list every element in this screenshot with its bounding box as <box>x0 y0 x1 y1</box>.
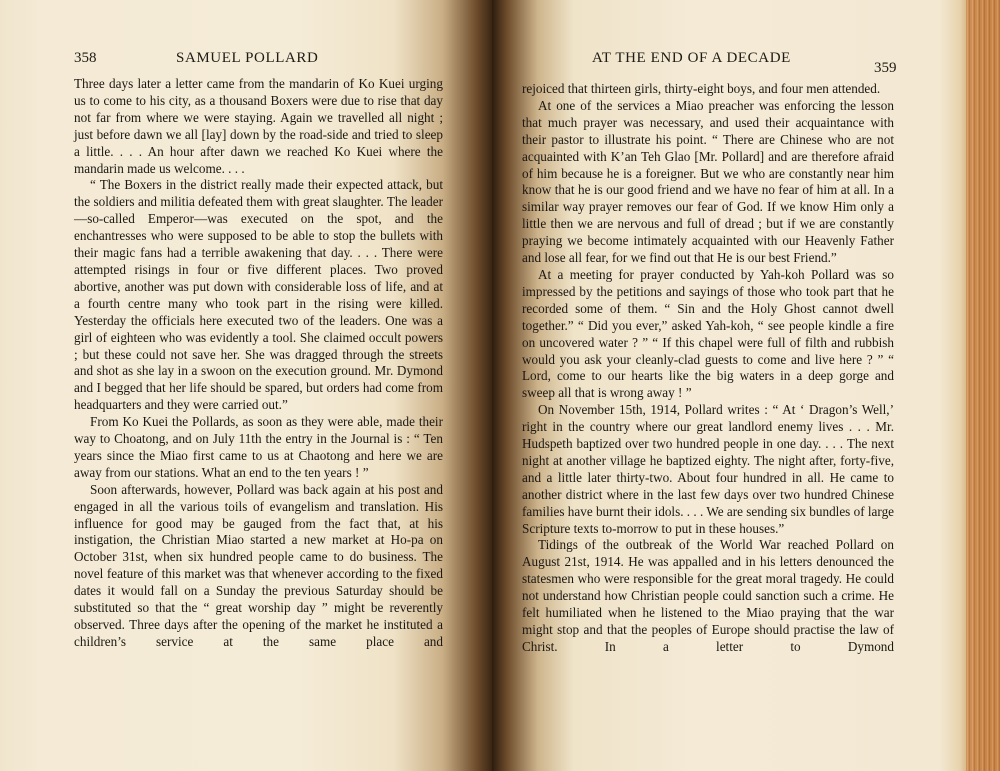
paragraph: rejoiced that thirteen girls, thirty-eight boys, and four men attended. <box>522 81 881 96</box>
paragraph: At a meeting for prayer conducted by Yah-koh Pollard was so impressed by the petitions and sayings of those who took part that he recorded some of them. “ Sin and the Holy Ghost cannot dwell together.” “ Did you ever,” asked Yah-koh, “ see people kindle a fire on uncovered water ? ” “ If this chapel were full of filth and rubbish would you ask your cleanly-clad guests to come and live here ? ” “ Lord, come to our hearts like the big waters in a deep gorge and sweep all that is wrong away ! ” <box>522 266 894 401</box>
paragraph: “ The Boxers in the district really made their expected attack, but the soldiers and militia defeated them with great slaughter. The leader—so-called Emperor—was executed on the spot, and the enchantresses who were supposed to be able to stop the bullets with their magic fans had a terrible awakening that day. . . . There were attempted risings in four or five different places. Two proved abortive, another was put down with considerable loss of life, and at a fourth centre many who took part in the rising were killed. Yesterday the officials here executed two of the leaders. One was a girl of eighteen who was evidently a tool. She claimed occult powers ; but these could not save her. She was dragged through the streets and shot as she lay in a swoon on the execution ground. Mr. Dymond and I begged that her life should be spared, but orders had come from headquarters and they were carried out.” <box>74 177 443 413</box>
paragraph: Three days later a letter came from the mandarin of Ko Kuei urging us to come to his city, as a thousand Boxers were due to rise that day not far from where we were staying. Again we travelled all night ; just before dawn we all [lay] down by the road-side and tried to sleep a little. . . . An hour after dawn we reached Ko Kuei where the mandarin made us welcome. . . . <box>74 76 443 176</box>
page-number-left: 358 <box>74 50 97 66</box>
paragraph: Soon afterwards, however, Pollard was back again at his post and engaged in all the various toils of evangelism and translation. His influence for good may be gauged from the fact that, at his instigation, the Christian Miao started a new market at Ho-pa on October 31st, when six hundred people came to do business. The novel feature of this market was that whenever according to the fixed dates it would fall on a Sunday the previous Saturday should be substituted so that the “ great worship day ” might be reverently observed. Three days after the opening of the market he instituted a children’s service at the same place and <box>74 481 443 649</box>
left-page <box>0 0 492 771</box>
paragraph: On November 15th, 1914, Pollard writes : “ At ‘ Dragon’s Well,’ right in the country where our great landlord enemy lives . . . Mr. Hudspeth baptized over two hundred people in one day. . . . The next night at another village he baptized eighty. The night after, forty-five, and a little later thirty-two. About four hundred in all. He came to another district where in the last few days over two hundred Chinese families have burnt their idols. . . . We are sending six bundles of large Scripture texts to-morrow to put in these houses.” <box>522 402 895 536</box>
left-page-body <box>74 76 443 651</box>
paragraph: At one of the services a Miao preacher was enforcing the lesson that much prayer was necessary, and used their acquaintance with their pastor to illustrate his point. “ There are Chinese who are not acquainted with K’an Teh Glao [Mr. Pollard] and are therefore afraid of him because he is a foreigner. But we who are constantly near him know that he is our good friend and we have no fear of him at all. In a similar way prayer removes our fear of God. If we know Him only a little then we are nervous and full of dread ; but if we are constantly praying we become intimately acquainted with our Heavenly Father and lose all fear, for we find out that He is our best Friend.” <box>522 97 894 266</box>
right-page-body <box>522 81 894 656</box>
paragraph: From Ko Kuei the Pollards, as soon as they were able, made their way to Choatong, and on July 11th the entry in the Journal is : “ Ten years since the Miao first came to us at Chaotong and here we are away from our stations. What an end to the ten years ! ” <box>74 414 443 480</box>
page-edges <box>966 0 1000 771</box>
page-number-right: 359 <box>874 60 897 76</box>
running-head-left: SAMUEL POLLARD <box>176 50 319 66</box>
paragraph: Tidings of the outbreak of the World War reached Pollard on August 21st, 1914. He was appalled and in his letters denounced the statesmen who were responsible for the great moral tragedy. He could not understand how Christian people could sanction such a crime. He felt humiliated when he listened to the Miao praying that the war might stop and that the peoples of Europe should practise the law of Christ. In a letter to Dymond <box>522 537 894 654</box>
running-head-right: AT THE END OF A DECADE <box>592 50 791 66</box>
right-page <box>492 0 1000 771</box>
